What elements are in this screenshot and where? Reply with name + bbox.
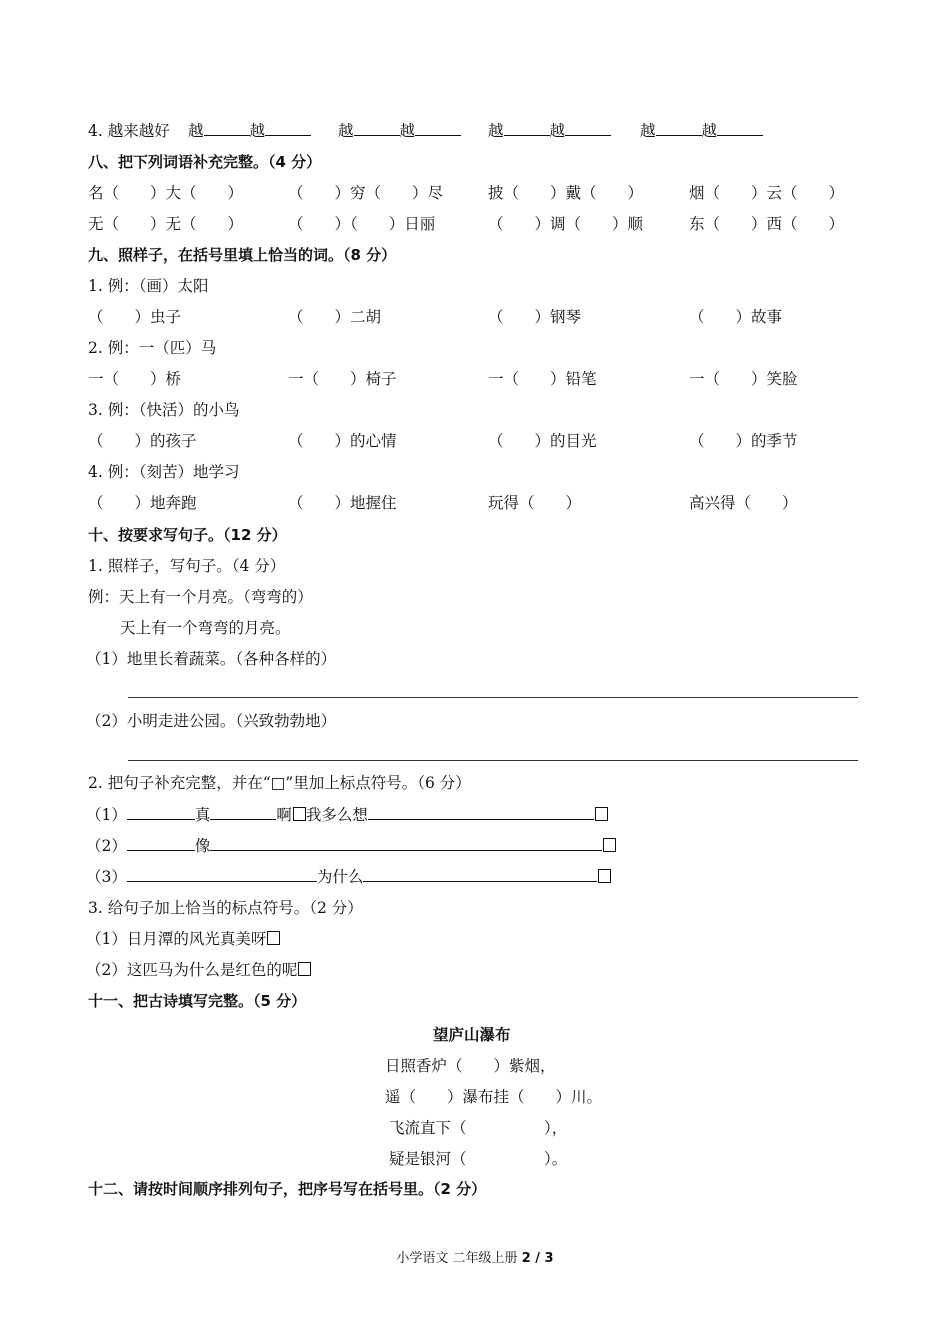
punctuation-box[interactable] [603, 838, 616, 852]
poem-line-3[interactable]: 飞流直下（ ）， [389, 1119, 568, 1137]
fill-item[interactable]: 名（ ）大（ ） [88, 184, 244, 202]
question-3-2: （2）这匹马为什么是红色的呢 [86, 960, 311, 980]
answer-blank[interactable] [565, 121, 611, 136]
question-3-1: （1）日月潭的风光真美呀 [86, 929, 280, 949]
fill-item[interactable]: 无（ ）无（ ） [88, 215, 244, 233]
fill-item[interactable]: （ ）故事 [689, 308, 783, 326]
answer-line[interactable] [128, 697, 858, 698]
fill-item[interactable]: （ ）钢琴 [488, 308, 582, 326]
poem-line-4[interactable]: 疑是银河（ ）。 [389, 1150, 568, 1168]
question-1-1: （1）地里长着蔬菜。（各种各样的） [86, 650, 337, 668]
fill-item[interactable]: 一（ ）桥 [88, 370, 182, 388]
example-1: 1. 例：（画）太阳 [88, 277, 209, 295]
question-2-1: （1） 真 啊 我多么想 [86, 805, 608, 825]
question-1: 1. 照样子，写句子。（4 分） [88, 557, 286, 575]
yue-label: 4. 越来越好 [88, 122, 170, 140]
poem-title: 望庐山瀑布 [433, 1026, 511, 1044]
fill-item[interactable]: （ ）的季节 [689, 432, 798, 450]
answer-blank[interactable] [354, 121, 400, 136]
answer-blank[interactable] [265, 121, 311, 136]
fill-item[interactable]: 东（ ）西（ ） [689, 215, 845, 233]
yue-lai-yue-row: 4. 越来越好 越 越 越 越 越 越 越 越 [88, 121, 170, 141]
section-11-title: 十一、把古诗填写完整。（5 分） [88, 992, 307, 1010]
answer-blank[interactable] [415, 121, 461, 136]
punctuation-box[interactable] [298, 962, 311, 976]
punctuation-box[interactable] [598, 869, 611, 883]
fill-item[interactable]: （ ）穷（ ）尽 [288, 184, 444, 202]
answer-blank[interactable] [127, 836, 195, 851]
answer-blank[interactable] [210, 836, 602, 851]
example-2: 2. 例：一（匹）马 [88, 339, 217, 357]
example-3: 3. 例：（快活）的小鸟 [88, 401, 240, 419]
poem-line-1[interactable]: 日照香炉（ ）紫烟， [385, 1057, 556, 1075]
question-2: 2. 把句子补充完整，并在“□”里加上标点符号。（6 分） [88, 774, 471, 792]
fill-item[interactable]: 一（ ）椅子 [288, 370, 397, 388]
page-footer [0, 1247, 950, 1266]
fill-item[interactable]: （ ）虫子 [88, 308, 182, 326]
fill-item[interactable]: （ ）的心情 [288, 432, 397, 450]
punctuation-box[interactable] [293, 807, 306, 821]
fill-item[interactable]: （ ）地握住 [288, 494, 397, 512]
example-answer: 天上有一个弯弯的月亮。 [120, 619, 291, 637]
answer-blank[interactable] [656, 121, 702, 136]
fill-item[interactable]: 披（ ）戴（ ） [488, 184, 644, 202]
fill-item[interactable]: （ ）调（ ）顺 [488, 215, 644, 233]
poem-line-2[interactable]: 遥（ ）瀑布挂（ ）川。 [385, 1088, 603, 1106]
fill-item[interactable]: （ ）的目光 [488, 432, 597, 450]
answer-blank[interactable] [368, 805, 594, 820]
question-3: 3. 给句子加上恰当的标点符号。（2 分） [88, 899, 363, 917]
section-12-title: 十二、请按时间顺序排列句子，把序号写在括号里。（2 分） [88, 1180, 487, 1198]
fill-item[interactable]: 高兴得（ ） [689, 494, 798, 512]
section-8-title: 八、把下列词语补充完整。（4 分） [88, 153, 322, 171]
fill-item[interactable]: 一（ ）笑脸 [689, 370, 798, 388]
fill-item[interactable]: （ ）二胡 [288, 308, 382, 326]
answer-blank[interactable] [717, 121, 763, 136]
page-number: 2 / 3 [521, 1251, 554, 1266]
example-4: 4. 例：（刻苦）地学习 [88, 463, 240, 481]
footer-text: 小学语文 二年级上册 [396, 1251, 518, 1266]
answer-blank[interactable] [204, 121, 250, 136]
punctuation-box[interactable] [267, 931, 280, 945]
fill-item[interactable]: 玩得（ ） [488, 494, 582, 512]
fill-item[interactable]: 烟（ ）云（ ） [689, 184, 845, 202]
fill-item[interactable]: （ ）的孩子 [88, 432, 197, 450]
fill-item[interactable]: 一（ ）铅笔 [488, 370, 597, 388]
example-sentence: 例：天上有一个月亮。（弯弯的） [88, 588, 313, 606]
question-2-3: （3） 为什么 [86, 867, 611, 887]
answer-blank[interactable] [504, 121, 550, 136]
section-10-title: 十、按要求写句子。（12 分） [88, 526, 287, 544]
answer-blank[interactable] [210, 805, 276, 820]
answer-blank[interactable] [363, 867, 597, 882]
fill-item[interactable]: （ ）（ ）日丽 [288, 215, 436, 233]
answer-line[interactable] [128, 760, 858, 761]
section-9-title: 九、照样子，在括号里填上恰当的词。（8 分） [88, 246, 397, 264]
punctuation-box[interactable] [595, 807, 608, 821]
question-1-2: （2）小明走进公园。（兴致勃勃地） [86, 712, 337, 730]
fill-item[interactable]: （ ）地奔跑 [88, 494, 197, 512]
answer-blank[interactable] [127, 805, 195, 820]
answer-blank[interactable] [127, 867, 317, 882]
question-2-2: （2） 像 [86, 836, 616, 856]
